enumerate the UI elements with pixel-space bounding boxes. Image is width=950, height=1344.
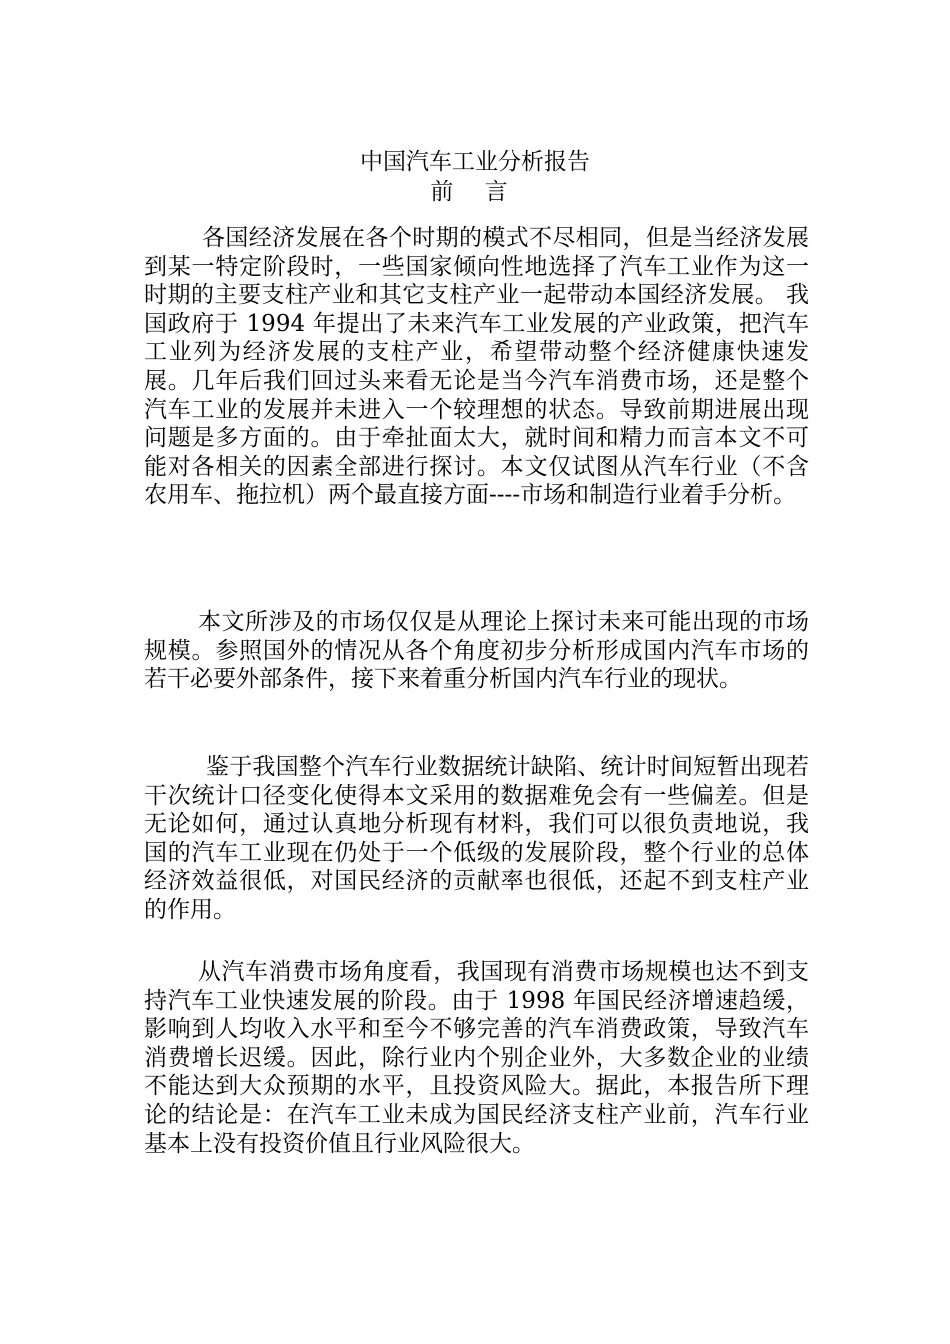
document-title: 中国汽车工业分析报告 <box>360 149 590 175</box>
paragraph-conclusion: 从汽车消费市场角度看，我国现有消费市场规模也达不到支持汽车工业快速发展的阶段。由于 1998 年国民经济增速趋缓，影响到人均收入水平和至今不够完善的汽车消费政策，导致汽车消费增长迟缓。因此，除行业内个别企业外，大多数企业的业绩不能达到大众预期的水平，且投资风险大。据此，本报告所下理论的结论是：在汽车工业未成为国民经济支柱产业前，汽车行业基本上没有投资价值且行业风险很大。 <box>144 959 809 1157</box>
document-subtitle: 前 言 <box>430 179 520 205</box>
paragraph-intro: 各国经济发展在各个时期的模式不尽相同，但是当经济发展到某一特定阶段时，一些国家倾向性地选择了汽车工业作为这一时期的主要支柱产业和其它支柱产业一起带动本国经济发展。 我国政府于 1994 年提出了未来汽车工业发展的产业政策，把汽车工业列为经济发展的支柱产业，希望带动整个经济健康快速发展。几年后我们回过头来看无论是当今汽车消费市场，还是整个汽车工业的发展并未进入一个较理想的状态。导致前期进展出现问题是多方面的。由于牵扯面太大，就时间和精力而言本文不可能对各相关的因素全部进行探讨。本文仅试图从汽车行业（不含农用车、拖拉机）两个最直接方面----市场和制造行业着手分析。 <box>144 225 809 509</box>
paragraph-market-scope: 本文所涉及的市场仅仅是从理论上探讨未来可能出现的市场规模。参照国外的情况从各个角度初步分析形成国内汽车市场的若干必要外部条件，接下来着重分析国内汽车行业的现状。 <box>144 609 809 693</box>
paragraph-data-limitations: 鉴于我国整个汽车行业数据统计缺陷、统计时间短暂出现若干次统计口径变化使得本文采用的数据难免会有一些偏差。但是无论如何，通过认真地分析现有材料，我们可以很负责地说，我国的汽车工业现在仍处于一个低级的发展阶段，整个行业的总体经济效益很低，对国民经济的贡献率也很低，还起不到支柱产业的作用。 <box>144 754 809 923</box>
